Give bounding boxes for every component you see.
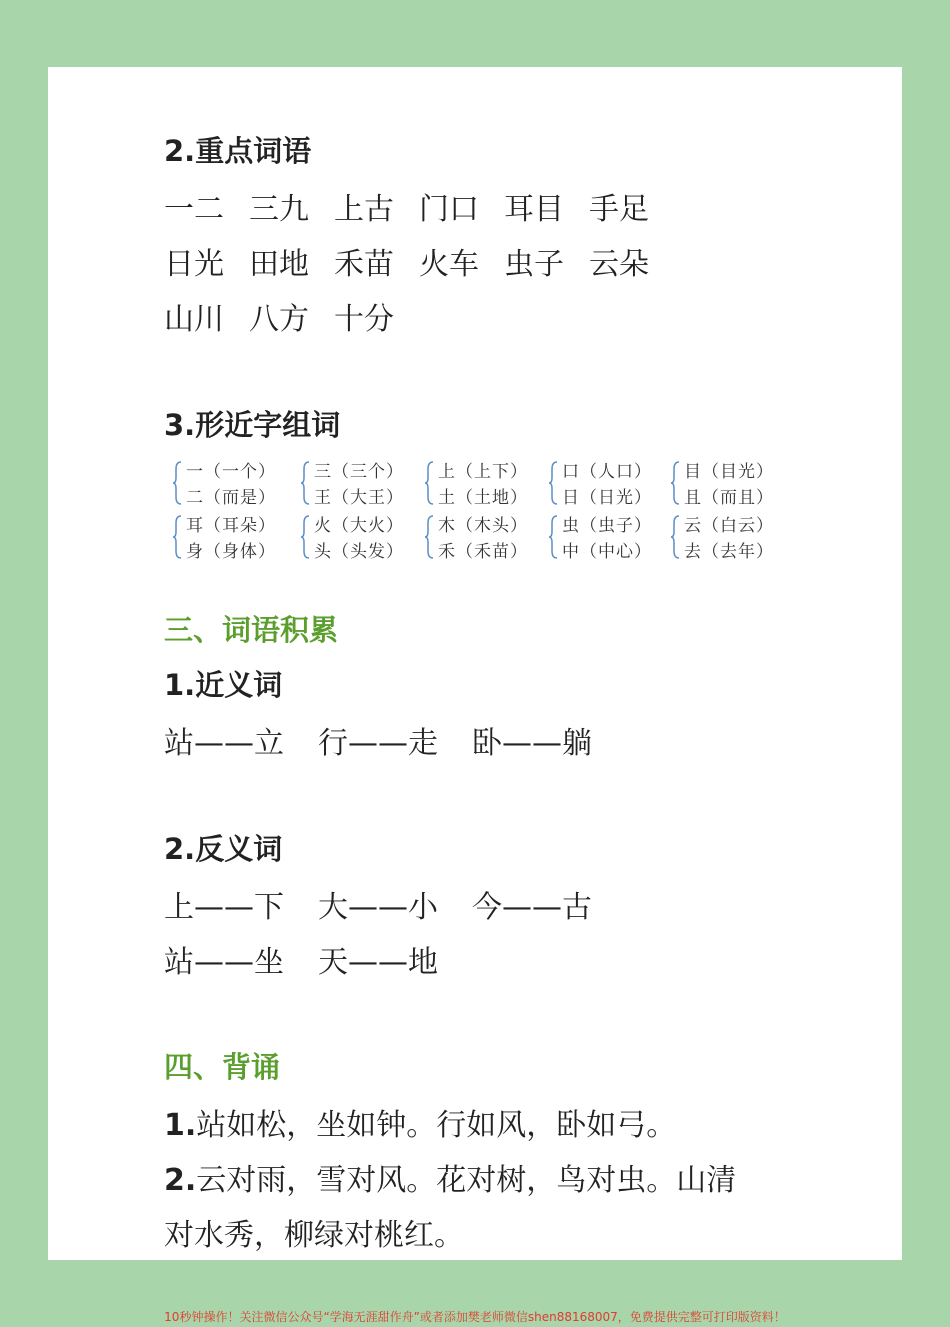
word: 虫子: [504, 247, 564, 282]
antonym-pair: 站——坐: [164, 945, 284, 980]
antonyms-row-1: [164, 882, 626, 926]
recitation-line-1: [164, 1100, 676, 1144]
footer-notice: 10秒钟操作！关注微信公众号“学海无涯甜作舟”或者添加樊老师微信shen88168007，免费提供完整可打印版资料！: [164, 1310, 786, 1324]
recitation-line-2: [164, 1155, 736, 1199]
char-pair: [424, 457, 544, 509]
char-pair-bottom: 禾（禾苗）: [438, 542, 528, 562]
char-pair-top: 木（木头）: [438, 516, 528, 536]
word: 山川: [164, 302, 224, 337]
brace-icon: [424, 515, 434, 559]
char-pair: [424, 511, 544, 563]
char-pair: [548, 511, 668, 563]
char-pair-top: 三（三个）: [314, 462, 404, 482]
char-pair-top: 一（一个）: [186, 462, 276, 482]
antonyms-heading: 2.反义词: [164, 832, 283, 866]
word: 耳目: [504, 192, 564, 227]
recitation-text: 站如松，坐如钟。行如风，卧如弓。: [196, 1108, 677, 1143]
synonyms-heading: 1.近义词: [164, 668, 283, 702]
line-number: 2.: [164, 1163, 197, 1198]
char-pair-bottom: 中（中心）: [562, 542, 652, 562]
recitation-text: 对水秀，柳绿对桃红。: [164, 1218, 464, 1253]
char-pair-top: 虫（虫子）: [562, 516, 652, 536]
char-pair: [172, 511, 292, 563]
synonym-pair: 卧——躺: [472, 726, 592, 761]
word: 火车: [419, 247, 479, 282]
recitation-line-3: [164, 1210, 464, 1254]
similar-chars-heading: 3.形近字组词: [164, 408, 341, 442]
char-pair-bottom: 头（头发）: [314, 542, 404, 562]
brace-icon: [548, 461, 558, 505]
brace-icon: [172, 461, 182, 505]
line-number: 1.: [164, 1108, 197, 1143]
antonym-pair: 大——小: [318, 890, 438, 925]
char-pair: [300, 457, 420, 509]
word-accumulation-heading: 三、词语积累: [164, 613, 339, 647]
word: 八方: [249, 302, 309, 337]
char-pair-top: 上（上下）: [438, 462, 528, 482]
char-pair-bottom: 王（大王）: [314, 488, 404, 508]
word: 日光: [164, 247, 224, 282]
char-pair-bottom: 去（去年）: [684, 542, 774, 562]
brace-icon: [670, 515, 680, 559]
char-pair-top: 云（白云）: [684, 516, 774, 536]
antonym-pair: 上——下: [164, 890, 284, 925]
word: 手足: [589, 192, 649, 227]
word: 云朵: [589, 247, 649, 282]
char-pair: [548, 457, 668, 509]
similar-chars-grid: [172, 457, 792, 567]
char-pair-top: 火（大火）: [314, 516, 404, 536]
antonyms-row-2: [164, 937, 472, 981]
key-words-row-1: [164, 184, 674, 228]
brace-icon: [670, 461, 680, 505]
synonym-pair: 站——立: [164, 726, 284, 761]
char-pair-bottom: 且（而且）: [684, 488, 774, 508]
char-pair-bottom: 日（日光）: [562, 488, 652, 508]
word: 门口: [419, 192, 479, 227]
char-pair-bottom: 二（而是）: [186, 488, 276, 508]
char-pair-bottom: 身（身体）: [186, 542, 276, 562]
word: 三九: [249, 192, 309, 227]
document-page: [48, 67, 902, 1260]
recitation-text: 云对雨，雪对风。花对树，鸟对虫。山清: [196, 1163, 737, 1198]
antonym-pair: 今——古: [472, 890, 592, 925]
char-pair: [172, 457, 292, 509]
brace-icon: [424, 461, 434, 505]
synonym-pair: 行——走: [318, 726, 438, 761]
word: 上古: [334, 192, 394, 227]
char-pair-top: 口（人口）: [562, 462, 652, 482]
brace-icon: [548, 515, 558, 559]
char-pair: [670, 511, 790, 563]
key-words-heading: 2.重点词语: [164, 134, 312, 168]
antonym-pair: 天——地: [318, 945, 438, 980]
char-pair-bottom: 土（土地）: [438, 488, 528, 508]
word: 田地: [249, 247, 309, 282]
recitation-heading: 四、背诵: [164, 1050, 281, 1084]
brace-icon: [300, 461, 310, 505]
word: 一二: [164, 192, 224, 227]
char-pair-top: 目（目光）: [684, 462, 774, 482]
key-words-row-3: [164, 294, 419, 338]
synonyms-row: [164, 718, 626, 762]
char-pair: [300, 511, 420, 563]
word: 禾苗: [334, 247, 394, 282]
char-pair-top: 耳（耳朵）: [186, 516, 276, 536]
brace-icon: [300, 515, 310, 559]
word: 十分: [334, 302, 394, 337]
char-pair: [670, 457, 790, 509]
brace-icon: [172, 515, 182, 559]
key-words-row-2: [164, 239, 674, 283]
